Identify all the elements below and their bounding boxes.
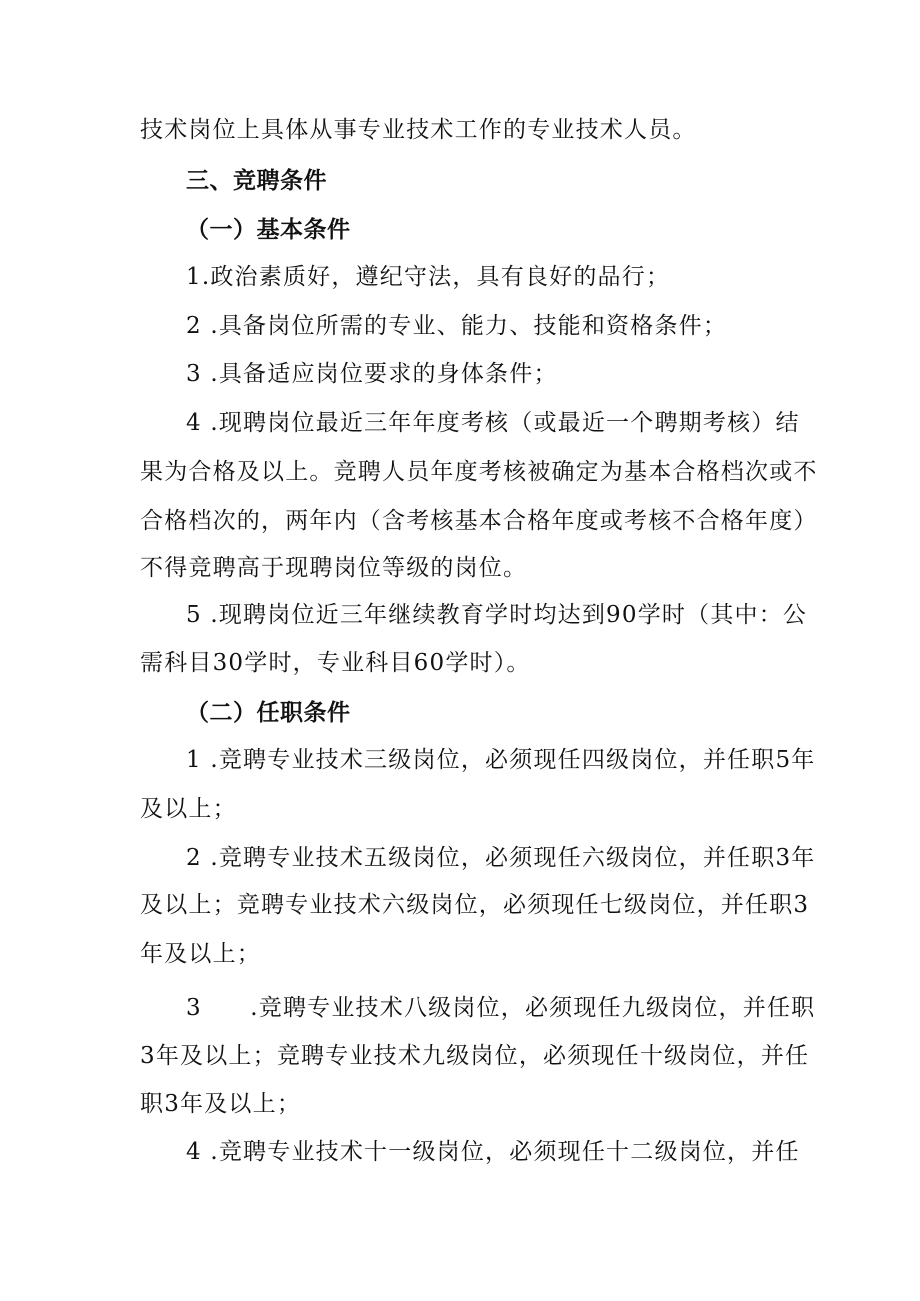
paragraph-line: 技术岗位上具体从事专业技术工作的专业技术人员。 — [140, 117, 697, 143]
paragraph-line: 需科目30学时，专业科目60学时）。 — [140, 650, 531, 676]
list-item: 5 .现聘岗位近三年继续教育学时均达到90学时（其中：公 — [186, 602, 808, 628]
paragraph-line: 3年及以上；竞聘专业技术九级岗位，必须现任十级岗位，并任 — [140, 1043, 810, 1069]
paragraph-line: 不得竞聘高于现聘岗位等级的岗位。 — [140, 555, 528, 581]
paragraph-line: 合格档次的，两年内（含考核基本合格年度或考核不合格年度） — [140, 508, 818, 534]
list-item: 1.政治素质好，遵纪守法，具有良好的品行； — [186, 264, 671, 290]
paragraph-line: 年及以上； — [140, 941, 261, 967]
paragraph-line: 及以上；竞聘专业技术六级岗位，必须现任七级岗位，并任职3 — [140, 892, 810, 918]
list-item: 3 .具备适应岗位要求的身体条件； — [186, 361, 558, 387]
list-item: 2 .具备岗位所需的专业、能力、技能和资格条件； — [186, 313, 728, 339]
section-heading: 三、竞聘条件 — [186, 168, 327, 194]
paragraph-line: 果为合格及以上。竞聘人员年度考核被确定为基本合格档次或不 — [140, 459, 818, 485]
paragraph-line: 及以上； — [140, 796, 237, 822]
list-item: 2 .竞聘专业技术五级岗位，必须现任六级岗位，并任职3年 — [186, 845, 816, 871]
subsection-heading: （一）基本条件 — [186, 217, 351, 243]
list-item: 4 .现聘岗位最近三年年度考核（或最近一个聘期考核）结 — [186, 410, 800, 436]
subsection-heading: （二）任职条件 — [186, 700, 351, 726]
list-item: 1 .竞聘专业技术三级岗位，必须现任四级岗位，并任职5年 — [186, 747, 816, 773]
paragraph-line: 职3年及以上； — [140, 1091, 302, 1117]
list-item: 3 .竞聘专业技术八级岗位，必须现任九级岗位，并任职 — [186, 995, 816, 1021]
list-item: 4 .竞聘专业技术十一级岗位，必须现任十二级岗位，并任 — [186, 1139, 800, 1165]
